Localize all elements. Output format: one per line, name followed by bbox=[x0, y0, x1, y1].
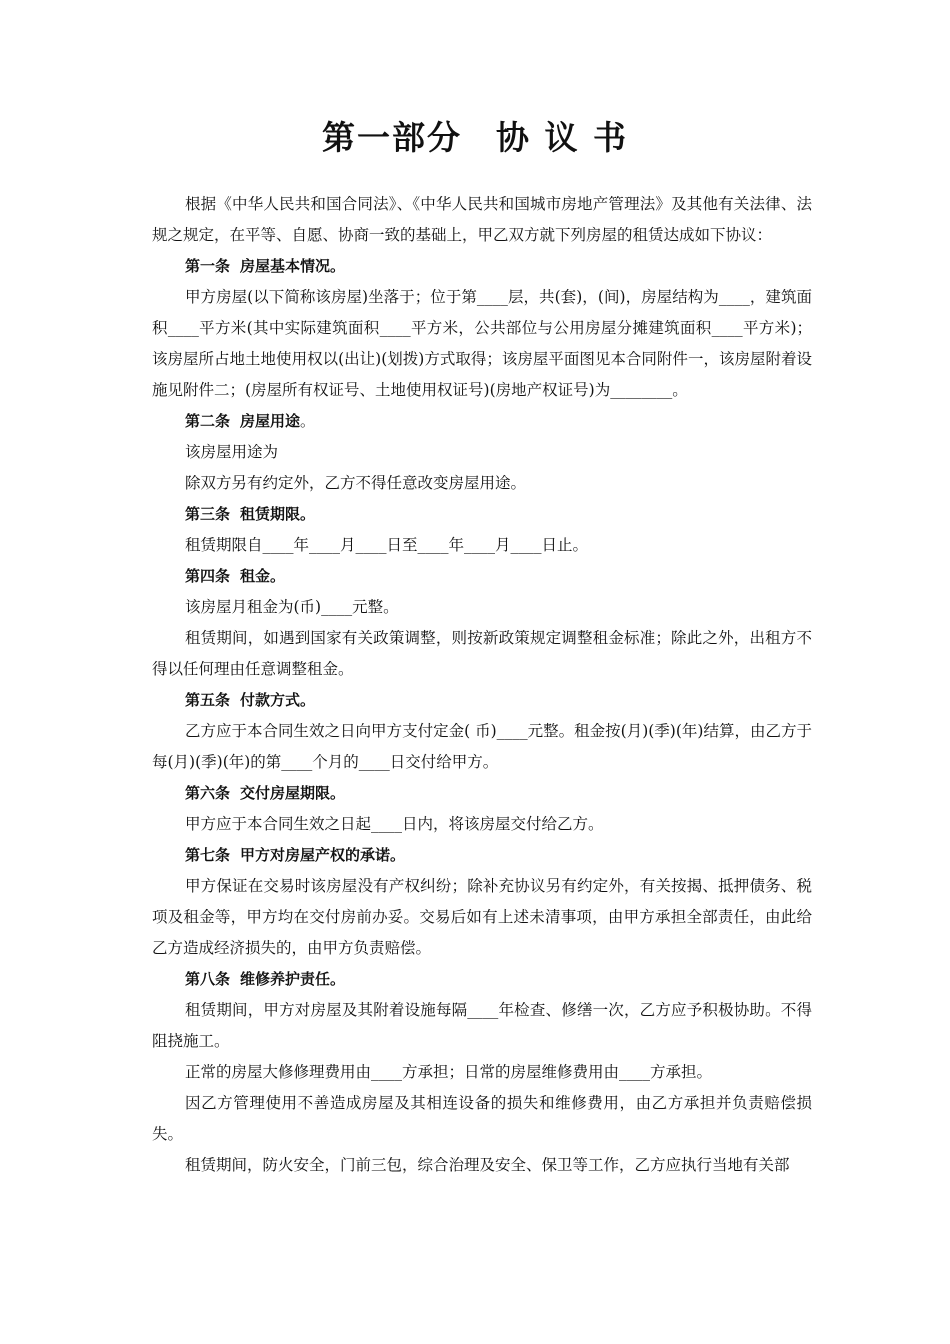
body-paragraph: 除双方另有约定外，乙方不得任意改变房屋用途。 bbox=[185, 474, 527, 492]
body-paragraph: 甲方应于本合同生效之日起____日内，将该房屋交付给乙方。 bbox=[185, 815, 604, 833]
page-title bbox=[0, 112, 950, 159]
article-heading bbox=[152, 499, 812, 530]
body-paragraph: 正常的房屋大修修理费用由____方承担；日常的房屋维修费用由____方承担。 bbox=[185, 1063, 713, 1081]
article-heading bbox=[152, 778, 812, 809]
article-title: 交付房屋期限。 bbox=[240, 784, 346, 802]
body-paragraph: 甲方房屋(以下简称该房屋)坐落于；位于第____层，共(套)，(间)，房屋结构为____，建筑面积____平方米(其中实际建筑面积____平方米，公共部位与公用房屋分摊建筑面积____平方米)；该房屋所占地土地使用权以(出让)(划拨)方式取得；该房屋平面图见本合同附件一，该房屋附着设施见附件二；(房屋所有权证号、土地使用权证号)(房地产权证号)为________。 bbox=[152, 288, 812, 399]
article-heading bbox=[152, 964, 812, 995]
body-paragraph: 租赁期间，防火安全，门前三包，综合治理及安全、保卫等工作，乙方应执行当地有关部 bbox=[185, 1156, 790, 1174]
article-heading bbox=[152, 561, 812, 592]
document-body bbox=[152, 189, 812, 1181]
title-part: 第一部分 bbox=[322, 118, 462, 157]
body-paragraph: 乙方应于本合同生效之日向甲方支付定金( 币)____元整。租金按(月)(季)(年)结算，由乙方于每(月)(季)(年)的第____个月的____日交付给甲方。 bbox=[152, 722, 812, 771]
article-title: 租金。 bbox=[240, 567, 286, 585]
article-heading bbox=[152, 840, 812, 871]
body-paragraph: 租赁期限自____年____月____日至____年____月____日止。 bbox=[185, 536, 589, 554]
article-number: 第二条 bbox=[185, 412, 231, 430]
article-number: 第六条 bbox=[185, 784, 231, 802]
article-number: 第七条 bbox=[185, 846, 231, 864]
article-title: 维修养护责任。 bbox=[240, 970, 346, 988]
article-number: 第八条 bbox=[185, 970, 231, 988]
article-title-tail: 。 bbox=[300, 412, 316, 430]
body-paragraph: 甲方保证在交易时该房屋没有产权纠纷；除补充协议另有约定外，有关按揭、抵押债务、税项及租金等，甲方均在交付房前办妥。交易后如有上述未清事项，由甲方承担全部责任，由此给乙方造成经济损失的，由甲方负责赔偿。 bbox=[152, 877, 812, 957]
article-heading bbox=[152, 685, 812, 716]
article-title: 甲方对房屋产权的承诺。 bbox=[240, 846, 406, 864]
title-name: 协 议 书 bbox=[496, 118, 628, 157]
body-paragraph: 租赁期间，甲方对房屋及其附着设施每隔____年检查、修缮一次，乙方应予积极协助。不得阻挠施工。 bbox=[152, 1001, 812, 1050]
article-number: 第一条 bbox=[185, 257, 231, 275]
article-number: 第五条 bbox=[185, 691, 231, 709]
article-heading bbox=[152, 406, 812, 437]
body-paragraph: 因乙方管理使用不善造成房屋及其相连设备的损失和维修费用，由乙方承担并负责赔偿损失。 bbox=[152, 1094, 812, 1143]
body-paragraph: 根据《中华人民共和国合同法》、《中华人民共和国城市房地产管理法》及其他有关法律、法规之规定，在平等、自愿、协商一致的基础上，甲乙双方就下列房屋的租赁达成如下协议： bbox=[152, 195, 812, 244]
body-paragraph: 该房屋月租金为(币)____元整。 bbox=[185, 598, 399, 616]
article-heading bbox=[152, 251, 812, 282]
article-number: 第四条 bbox=[185, 567, 231, 585]
article-title: 租赁期限。 bbox=[240, 505, 316, 523]
article-title: 房屋基本情况。 bbox=[240, 257, 346, 275]
article-number: 第三条 bbox=[185, 505, 231, 523]
article-title: 房屋用途 bbox=[240, 412, 301, 430]
article-title: 付款方式。 bbox=[240, 691, 316, 709]
body-paragraph: 该房屋用途为 bbox=[185, 443, 279, 461]
body-paragraph: 租赁期间，如遇到国家有关政策调整，则按新政策规定调整租金标准；除此之外，出租方不得以任何理由任意调整租金。 bbox=[152, 629, 812, 678]
